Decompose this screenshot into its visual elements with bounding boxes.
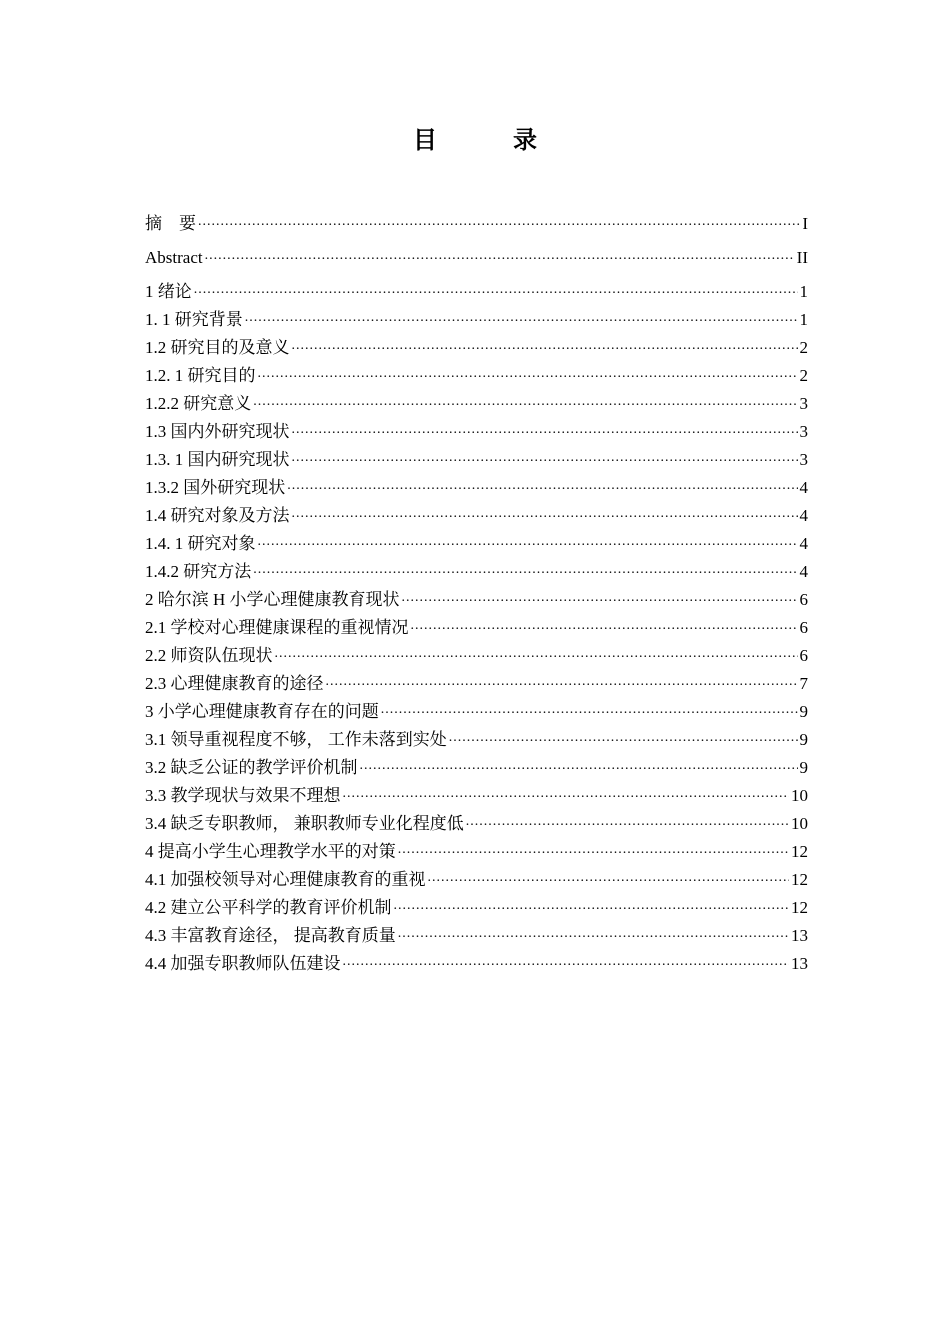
toc-entry-label: 1.4. 1 研究对象 [145, 534, 256, 553]
toc-entry-label: 3.4 缺乏专职教师， 兼职教师专业化程度低 [145, 814, 464, 833]
toc-entry-page: 1 [799, 310, 808, 329]
toc-entry[interactable] [145, 806, 808, 834]
toc-leader-dots [343, 952, 790, 972]
toc-entry[interactable] [145, 778, 808, 806]
toc-entry-page: II [796, 248, 808, 267]
toc-entry-page: 4 [799, 534, 808, 553]
toc-entry-page: 9 [799, 702, 808, 721]
toc-entry[interactable] [145, 330, 808, 358]
toc-leader-dots [287, 476, 797, 496]
toc-entry[interactable] [145, 666, 808, 694]
toc-entry[interactable] [145, 386, 808, 414]
toc-leader-dots [258, 364, 798, 384]
toc-leader-dots [449, 728, 798, 748]
toc-leader-dots [466, 812, 789, 832]
toc-entry-label: Abstract [145, 248, 203, 267]
toc-leader-dots [194, 280, 798, 300]
toc-entry-label: 4.3 丰富教育途径， 提高教育质量 [145, 926, 396, 945]
toc-entry-page: 3 [799, 422, 808, 441]
toc-entry-label: 1.2 研究目的及意义 [145, 338, 290, 357]
toc-entry[interactable] [145, 240, 808, 268]
toc-entry-page: 4 [799, 506, 808, 525]
toc-entry-page: 7 [799, 674, 808, 693]
toc-entry-label: 摘 要 [145, 214, 196, 233]
toc-leader-dots [398, 924, 789, 944]
toc-entry-label: 1.2.2 研究意义 [145, 394, 252, 413]
page-title: 目 录 [413, 126, 563, 154]
toc-entry-page: 3 [799, 450, 808, 469]
toc-entry[interactable] [145, 358, 808, 386]
toc-entry[interactable] [145, 834, 808, 862]
toc-leader-dots [253, 560, 797, 580]
toc-entry-label: 2 哈尔滨 H 小学心理健康教育现状 [145, 590, 400, 609]
toc-entry[interactable] [145, 498, 808, 526]
toc-entry-page: I [802, 214, 808, 233]
toc-entry-label: 2.3 心理健康教育的途径 [145, 674, 324, 693]
toc-entry[interactable] [145, 722, 808, 750]
toc-entry-label: 1.2. 1 研究目的 [145, 366, 256, 385]
toc-entry-page: 2 [799, 338, 808, 357]
toc-entry-label: 1.3.2 国外研究现状 [145, 478, 286, 497]
toc-entry-page: 13 [791, 926, 808, 945]
toc-entry-label: 1.4.2 研究方法 [145, 562, 252, 581]
toc-entry[interactable] [145, 918, 808, 946]
toc-leader-dots [198, 212, 800, 232]
toc-entry-label: 1.3. 1 国内研究现状 [145, 450, 290, 469]
toc-leader-dots [258, 532, 798, 552]
toc-leader-dots [275, 644, 798, 664]
toc-entry-page: 10 [791, 814, 808, 833]
toc-leader-dots [292, 336, 798, 356]
toc-entry-page: 3 [799, 394, 808, 413]
toc-entry-page: 10 [791, 786, 808, 805]
toc-entry-label: 4.2 建立公平科学的教育评价机制 [145, 898, 392, 917]
toc-entry-label: 3 小学心理健康教育存在的问题 [145, 702, 379, 721]
toc-entry-label: 1.3 国内外研究现状 [145, 422, 290, 441]
toc-entry-label: 4.1 加强校领导对心理健康教育的重视 [145, 870, 426, 889]
toc-leader-dots [326, 672, 798, 692]
toc-leader-dots [381, 700, 798, 720]
toc-entry-page: 13 [791, 954, 808, 973]
toc-leader-dots [360, 756, 798, 776]
toc-leader-dots [292, 448, 798, 468]
toc-entry[interactable] [145, 470, 808, 498]
toc-entry[interactable] [145, 302, 808, 330]
toc-leader-dots [292, 420, 798, 440]
toc-entry-label: 2.1 学校对心理健康课程的重视情况 [145, 618, 409, 637]
toc-entry-label: 3.1 领导重视程度不够， 工作未落到实处 [145, 730, 447, 749]
toc-leader-dots [245, 308, 798, 328]
toc-leader-dots [292, 504, 798, 524]
toc-entry-label: 3.2 缺乏公证的教学评价机制 [145, 758, 358, 777]
toc-entry-page: 12 [791, 842, 808, 861]
toc-entry-label: 1.4 研究对象及方法 [145, 506, 290, 525]
toc-leader-dots [428, 868, 790, 888]
toc-entry-page: 12 [791, 898, 808, 917]
toc-entry[interactable] [145, 206, 808, 234]
toc-leader-dots [205, 246, 795, 266]
toc-entry-page: 9 [799, 730, 808, 749]
toc-leader-dots [398, 840, 789, 860]
toc-entry[interactable] [145, 890, 808, 918]
toc-leader-dots [343, 784, 790, 804]
toc-entry-page: 6 [799, 646, 808, 665]
toc-entry-page: 4 [799, 562, 808, 581]
toc-leader-dots [253, 392, 797, 412]
toc-entry-page: 6 [799, 590, 808, 609]
toc-entry-page: 9 [799, 758, 808, 777]
toc-entry[interactable] [145, 638, 808, 666]
toc-leader-dots [402, 588, 798, 608]
toc-entry-label: 4 提高小学生心理教学水平的对策 [145, 842, 396, 861]
toc-entry-label: 4.4 加强专职教师队伍建设 [145, 954, 341, 973]
toc-entry-page: 4 [799, 478, 808, 497]
toc-entry-page: 2 [799, 366, 808, 385]
toc-entry[interactable] [145, 582, 808, 610]
toc-entry[interactable] [145, 946, 808, 974]
toc-entry-label: 1 绪论 [145, 282, 192, 301]
toc-entry[interactable] [145, 610, 808, 638]
toc-entry-page: 6 [799, 618, 808, 637]
toc-entry-label: 2.2 师资队伍现状 [145, 646, 273, 665]
toc-entry[interactable] [145, 862, 808, 890]
toc-entry[interactable] [145, 414, 808, 442]
toc-entry[interactable] [145, 750, 808, 778]
toc-entry[interactable] [145, 694, 808, 722]
toc-entry[interactable] [145, 274, 808, 302]
toc-leader-dots [394, 896, 790, 916]
toc-entry-label: 1. 1 研究背景 [145, 310, 243, 329]
toc-entry[interactable] [145, 526, 808, 554]
toc-entry[interactable] [145, 554, 808, 582]
toc-entry-page: 12 [791, 870, 808, 889]
toc-entry[interactable] [145, 442, 808, 470]
toc-entry-page: 1 [799, 282, 808, 301]
toc-leader-dots [411, 616, 798, 636]
table-of-contents [145, 206, 808, 974]
toc-entry-label: 3.3 教学现状与效果不理想 [145, 786, 341, 805]
